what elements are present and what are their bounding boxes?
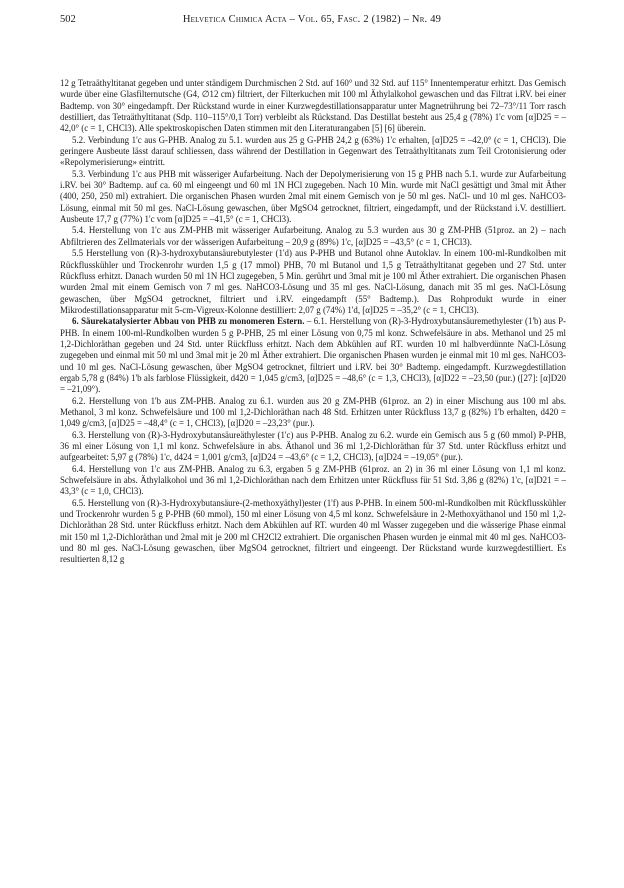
paragraph-5-3: 5.3. Verbindung 1'c aus PHB mit wässeriger Aufarbeitung. Nach der Depolymerisierung von 15 g PHB nach 5.1. wurde zur Aufarbeitung i.RV. bei 30° Badtemp. auf ca. 60 ml eingeengt und 60 ml 1N HCl zugegeben. Nach 10 Min. wurde mit NaCl gesättigt und 3mal mit Äther (400, 250, 250 ml) extrahiert. Die organischen Phasen wurden 2mal mit einem Gemisch von je 50 ml ges. NaCl- und 10 ml ges. NaHCO3-Lösung, einmal mit 50 ml ges. NaCl-Lösung gewaschen, über MgSO4 getrocknet, filtriert, eingedampft, und der Rückstand i.V. destilliert. Ausbeute 17,7 g (77%) 1'c vom [α]D25 = –41,5° (c = 1, CHCl3).: [60, 168, 566, 225]
paragraph-5-4: 5.4. Herstellung von 1'c aus ZM-PHB mit wässeriger Aufarbeitung. Analog zu 5.3 wurden aus 30 g ZM-PHB (51proz. an 2) – nach Abfiltrieren des Zellmaterials vor der wässerigen Aufarbeitung – 20,9 g (89%) 1'c, [α]D25 = –43,5° (c = 1, CHCl3).: [60, 225, 566, 247]
paragraph-6-1: [60, 316, 566, 395]
paragraph-5-5: 5.5 Herstellung von (R)-3-hydroxybutansäurebutylester (1'd) aus P-PHB und Butanol ohne Autoklav. In einem 100-ml-Rundkolben mit Rückflusskühler und Trockenrohr wurden 1,5 g (17 mmol) PHB, 70 ml Butanol und 1,5 g Tetraäthyltitanat gegeben und 27 Std. unter Rückfluss erhitzt. Danach wurden 50 ml 1N HCl zugegeben, 5 Min. gerührt und 3mal mit je 100 ml Äther extrahiert. Die organischen Phasen wurden 2mal mit einem Gemisch von 7 ml ges. NaHCO3-Lösung und 35 ml ges. NaCl-Lösung, danach mit 35 ml ges. NaCl-Lösung gewaschen, über MgSO4 getrocknet, filtriert und i.RV. eingedampft (55° Badtemp.). Das Rohprodukt wurde in einer Mikrodestillationsapparatur mit 5-cm-Vigreux-Kolonne destilliert: 2,07 g (74%) 1'd, [α]D25 = –35,2° (c = 1, CHCl3).: [60, 248, 566, 315]
paragraph-5-2: 5.2. Verbindung 1'c aus G-PHB. Analog zu 5.1. wurden aus 25 g G-PHB 24,2 g (63%) 1'c erhalten, [α]D25 = –42,0° (c = 1, CHCl3). Die geringere Ausbeute lässt darauf schliessen, dass während der Destillation in Gegenwart des Tetraäthyltitanats zum Teil Crotonisierung oder «Repolymerisierung» eintritt.: [60, 134, 566, 168]
paragraph-6-3: 6.3. Herstellung von (R)-3-Hydroxybutansäureäthylester (1'c) aus P-PHB. Analog zu 6.2. wurde ein Gemisch aus 5 g (60 mmol) P-PHB, 36 ml einer Lösung von 1,1 ml konz. Schwefelsäure in abs. Äthanol und 36 ml 1,2-Dichloräthan für 37 Std. unter Rückfluss erhitzt und aufgearbeitet: 5,97 g (78%) 1'c, d424 = 1,001 g/cm3, [α]D24 = –43,6° (c = 1,2, CHCl3), [α]D24 = –19,05° (pur.).: [60, 429, 566, 463]
paragraph-6-5: 6.5. Herstellung von (R)-3-Hydroxybutansäure-(2-methoxyäthyl)ester (1'f) aus P-PHB. In einem 500-ml-Rundkolben mit Rückflusskühler und Trockenrohr wurden 5 g P-PHB (60 mmol), 150 ml einer Lösung von 4,5 ml konz. Schwefelsäure in 2-Methoxyäthanol und 150 ml 1,2-Dichloräthan 28 Std. unter Rückfluss erhitzt. Nach dem Abkühlen auf RT. wurden 40 ml Wasser zugegeben und die wässerige Phase einmal mit 150 ml 1,2-Dichloräthan und 2mal mit je 200 ml CH2Cl2 extrahiert. Die organischen Phasen wurden je einmal mit 40 ml ges. NaHCO3- und 80 ml ges. NaCl-Lösung gewaschen, über MgSO4 getrocknet, filtriert und eingeengt. Der Rückstand wurde kurzwegdestilliert. Es resultierten 8,12 g: [60, 497, 566, 565]
paragraph-continuation: 12 g Tetraäthyltitanat gegeben und unter ständigem Durchmischen 2 Std. auf 160° und 32 Std. auf 115° Innentemperatur erhitzt. Das Gemisch wurde über eine Glasfilternutsche (G4, ∅12 cm) filtriert, der Filterkuchen mit 100 ml Äthylalkohol gewaschen und das Filtrat i.RV. bei einer Badtemp. von 30° eingedampft. Der Rückstand wurde in einer Kurzwegdestillationsapparatur unter Magnetrührung bei 72–73°/11 Torr rasch destilliert, das Tetraäthyltitanat (Sdp. 110–115°/0,1 Torr) verbleibt als Rückstand. Das Destillat besteht aus 25,4 g (78%) 1'c vom [α]D25 = –42,0° (c = 1, CHCl3). Alle spektroskopischen Daten stimmen mit den Literaturangaben [5] [6] überein.: [60, 78, 566, 134]
section-heading-6: 6. Säurekatalysierter Abbau von PHB zu monomeren Estern.: [72, 316, 305, 327]
article-body: [60, 78, 566, 566]
paragraph-6-4: 6.4. Herstellung von 1'c aus ZM-PHB. Analog zu 6.3, ergaben 5 g ZM-PHB (61proz. an 2) in 36 ml einer Lösung von 1,1 ml konz. Schwefelsäure in abs. Äthylalkohol und 36 ml 1,2-Dichloräthan nach dem Erhitzen unter Rückfluss für 51 Std. 3,86 g (82%) 1'c, [α]D21 = –43,3° (c = 1,0, CHCl3).: [60, 463, 566, 497]
page-header: [60, 14, 564, 28]
running-title: Helvetica Chimica Acta – Vol. 65, Fasc. 2 (1982) – Nr. 49: [182, 14, 442, 25]
paragraph-6-1-text: – 6.1. Herstellung von (R)-3-Hydroxybutansäuremethylester (1'b) aus P-PHB. In einem 100-ml-Rundkolben wurden 5 g P-PHB, 25 ml einer Lösung von 0,75 ml konz. Schwefelsäure in abs. Methanol und 25 ml 1,2-Dichloräthan gegeben und 24 Std. unter Rückfluss erhitzt. Nach dem Abkühlen auf RT. wurden 10 ml halbverdünnte NaCl-Lösung zugegeben und einmal mit 50 ml und 3mal mit je 20 ml Äther extrahiert. Die organischen Phasen wurden je einmal mit 10 ml ges. NaHCO3- und 10 ml ges. NaCl-Lösung gewaschen, über MgSO4 getrocknet, filtriert und i.RV. bei 30° Badtemp. eingedampft. Kurzwegdestillation ergab 5,78 g (84%) 1'b als farblose Flüssigkeit, d420 = 1,045 g/cm3, [α]D25 = –48,6° (c = 1,3, CHCl3), [α]D22 = –23,50 (pur.) ([27]: [α]D20 = –21,09°).: [60, 316, 567, 395]
page-number: 502: [60, 14, 76, 25]
paragraph-6-2: 6.2. Herstellung von 1'b aus ZM-PHB. Analog zu 6.1. wurden aus 20 g ZM-PHB (61proz. an 2) in einer Mischung aus 100 ml abs. Methanol, 3 ml konz. Schwefelsäure und 100 ml 1,2-Dichloräthan nach 48 Std. Erhitzen unter Rückfluss 13,7 g (82%) 1'b erhalten, d420 = 1,049 g/cm3, [α]D25 = –48,4° (c = 1, CHCl3), [α]D20 = –23,23° (pur.).: [60, 395, 566, 429]
